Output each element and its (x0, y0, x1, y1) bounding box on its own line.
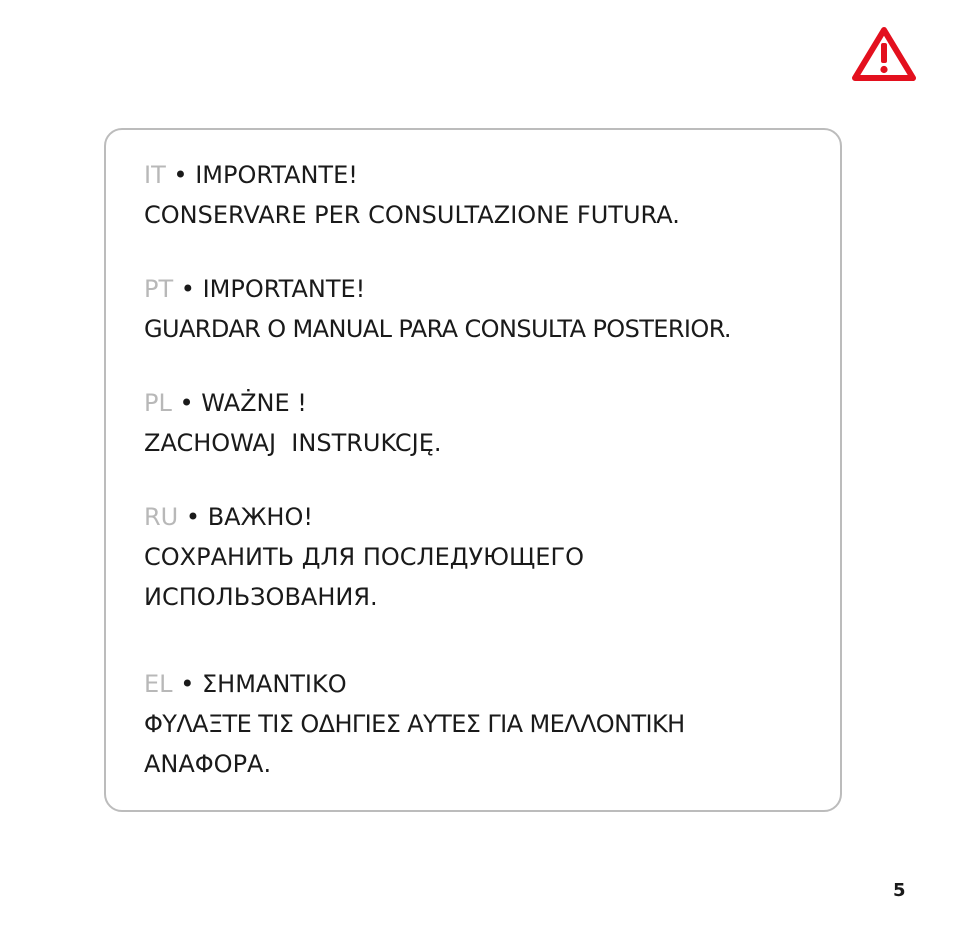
bullet: • (173, 161, 188, 189)
notice-heading (144, 269, 731, 309)
notice-russian (144, 497, 584, 617)
bullet: • (180, 670, 195, 698)
notice-heading (144, 664, 685, 704)
language-code: EL (144, 670, 173, 698)
notice-text: ZACHOWAJ INSTRUKCJĘ. (144, 429, 442, 457)
heading-text: IMPORTANTE! (202, 275, 366, 303)
notice-text: CONSERVARE PER CONSULTAZIONE FUTURA. (144, 201, 680, 229)
notice-portuguese (144, 269, 731, 349)
language-code: IT (144, 161, 166, 189)
bullet: • (179, 389, 194, 417)
page-number: 5 (893, 880, 906, 901)
heading-text: IMPORTANTE! (195, 161, 358, 189)
notice-heading (144, 497, 584, 537)
language-code: RU (144, 503, 179, 531)
bullet: • (180, 275, 195, 303)
notice-greek (144, 664, 685, 784)
heading-text: WAŻNE ! (201, 389, 307, 417)
notice-heading (144, 383, 442, 423)
bullet: • (185, 503, 201, 531)
notice-polish (144, 383, 442, 463)
heading-text: ВАЖНО! (207, 503, 313, 531)
notice-text: ΦΥΛΑΞΤΕ ΤΙΣ ΟΔΗΓΙΕΣ ΑΥΤΕΣ ΓΙΑ ΜΕΛΛΟΝΤΙΚΗ (144, 710, 685, 738)
warning-triangle-icon (851, 26, 917, 82)
notice-heading (144, 155, 680, 195)
notice-text: ΑΝΑΦΟΡΑ. (144, 750, 272, 778)
notice-text: СОХРАНИТЬ ДЛЯ ПОСЛЕДУЮЩЕГО (144, 543, 584, 571)
notice-text: ИСПОЛЬЗОВАНИЯ. (144, 583, 378, 611)
notice-italian (144, 155, 680, 235)
language-code: PT (144, 275, 174, 303)
heading-text: ΣΗΜΑΝΤΙΚΟ (201, 670, 347, 698)
language-code: PL (144, 389, 172, 417)
notice-text: GUARDAR O MANUAL PARA CONSULTA POSTERIOR. (144, 315, 731, 343)
